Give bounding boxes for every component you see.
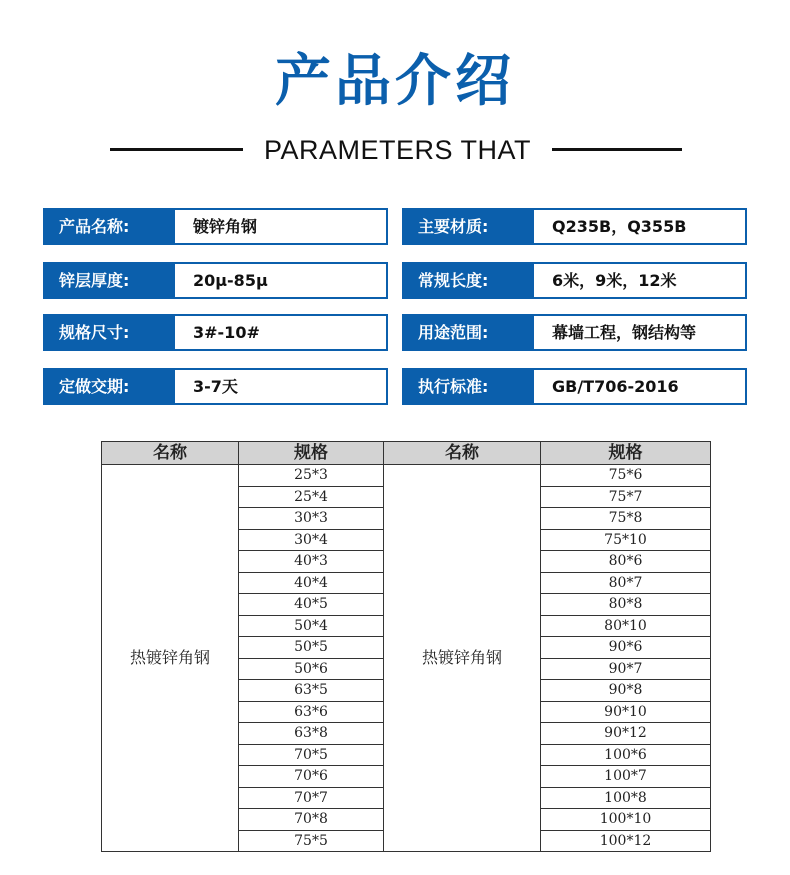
spec-cell: 25*4	[239, 486, 384, 508]
spec-cell: 40*3	[239, 551, 384, 573]
param-lead-time	[43, 368, 388, 405]
param-standard	[402, 368, 747, 405]
spec-cell: 75*8	[541, 508, 711, 530]
table-row	[102, 465, 711, 487]
page-title: 产品介绍	[275, 49, 515, 114]
param-product-name	[43, 208, 388, 245]
param-label: 锌层厚度:	[43, 262, 173, 299]
param-label: 规格尺寸:	[43, 314, 173, 351]
param-label: 主要材质:	[402, 208, 532, 245]
spec-cell: 100*8	[541, 787, 711, 809]
param-label: 常规长度:	[402, 262, 532, 299]
subtitle-row	[0, 128, 790, 172]
spec-cell: 90*7	[541, 658, 711, 680]
param-value: 3-7天	[173, 368, 388, 405]
spec-cell: 75*6	[541, 465, 711, 487]
spec-cell: 70*8	[239, 809, 384, 831]
spec-cell: 25*3	[239, 465, 384, 487]
spec-cell: 30*4	[239, 529, 384, 551]
spec-cell: 90*6	[541, 637, 711, 659]
column-header-name: 名称	[102, 442, 239, 465]
param-value: 3#-10#	[173, 314, 388, 351]
spec-cell: 50*6	[239, 658, 384, 680]
spec-cell: 90*8	[541, 680, 711, 702]
param-value: 20μ-85μ	[173, 262, 388, 299]
param-value: 幕墙工程，钢结构等	[532, 314, 747, 351]
spec-cell: 70*6	[239, 766, 384, 788]
param-material	[402, 208, 747, 245]
param-usage	[402, 314, 747, 351]
param-length	[402, 262, 747, 299]
spec-cell: 50*5	[239, 637, 384, 659]
spec-cell: 50*4	[239, 615, 384, 637]
spec-cell: 63*5	[239, 680, 384, 702]
spec-cell: 90*10	[541, 701, 711, 723]
spec-cell: 100*7	[541, 766, 711, 788]
spec-cell: 75*5	[239, 830, 384, 852]
param-zinc-thickness	[43, 262, 388, 299]
spec-cell: 30*3	[239, 508, 384, 530]
column-header-spec: 规格	[541, 442, 711, 465]
table-header-row	[102, 442, 711, 465]
spec-cell: 80*7	[541, 572, 711, 594]
param-value: 镀锌角钢	[173, 208, 388, 245]
param-size	[43, 314, 388, 351]
param-value: Q235B，Q355B	[532, 208, 747, 245]
product-name-cell: 热镀锌角钢	[384, 465, 541, 852]
param-label: 执行标准:	[402, 368, 532, 405]
spec-cell: 75*7	[541, 486, 711, 508]
param-label: 用途范围:	[402, 314, 532, 351]
param-label: 定做交期:	[43, 368, 173, 405]
subtitle-divider-left	[110, 148, 243, 151]
spec-cell: 100*6	[541, 744, 711, 766]
spec-cell: 40*4	[239, 572, 384, 594]
spec-cell: 80*6	[541, 551, 711, 573]
spec-cell: 70*5	[239, 744, 384, 766]
spec-cell: 63*6	[239, 701, 384, 723]
param-value: GB/T706-2016	[532, 368, 747, 405]
page-subtitle: PARAMETERS THAT	[263, 135, 532, 165]
spec-cell: 80*10	[541, 615, 711, 637]
spec-cell: 40*5	[239, 594, 384, 616]
spec-cell: 80*8	[541, 594, 711, 616]
spec-cell: 75*10	[541, 529, 711, 551]
subtitle-divider-right	[552, 148, 682, 151]
spec-cell: 70*7	[239, 787, 384, 809]
spec-cell: 90*12	[541, 723, 711, 745]
param-label: 产品名称:	[43, 208, 173, 245]
product-name-cell: 热镀锌角钢	[102, 465, 239, 852]
column-header-spec: 规格	[239, 442, 384, 465]
spec-cell: 63*8	[239, 723, 384, 745]
param-value: 6米，9米，12米	[532, 262, 747, 299]
spec-table	[101, 441, 711, 852]
spec-cell: 100*12	[541, 830, 711, 852]
spec-cell: 100*10	[541, 809, 711, 831]
column-header-name: 名称	[384, 442, 541, 465]
